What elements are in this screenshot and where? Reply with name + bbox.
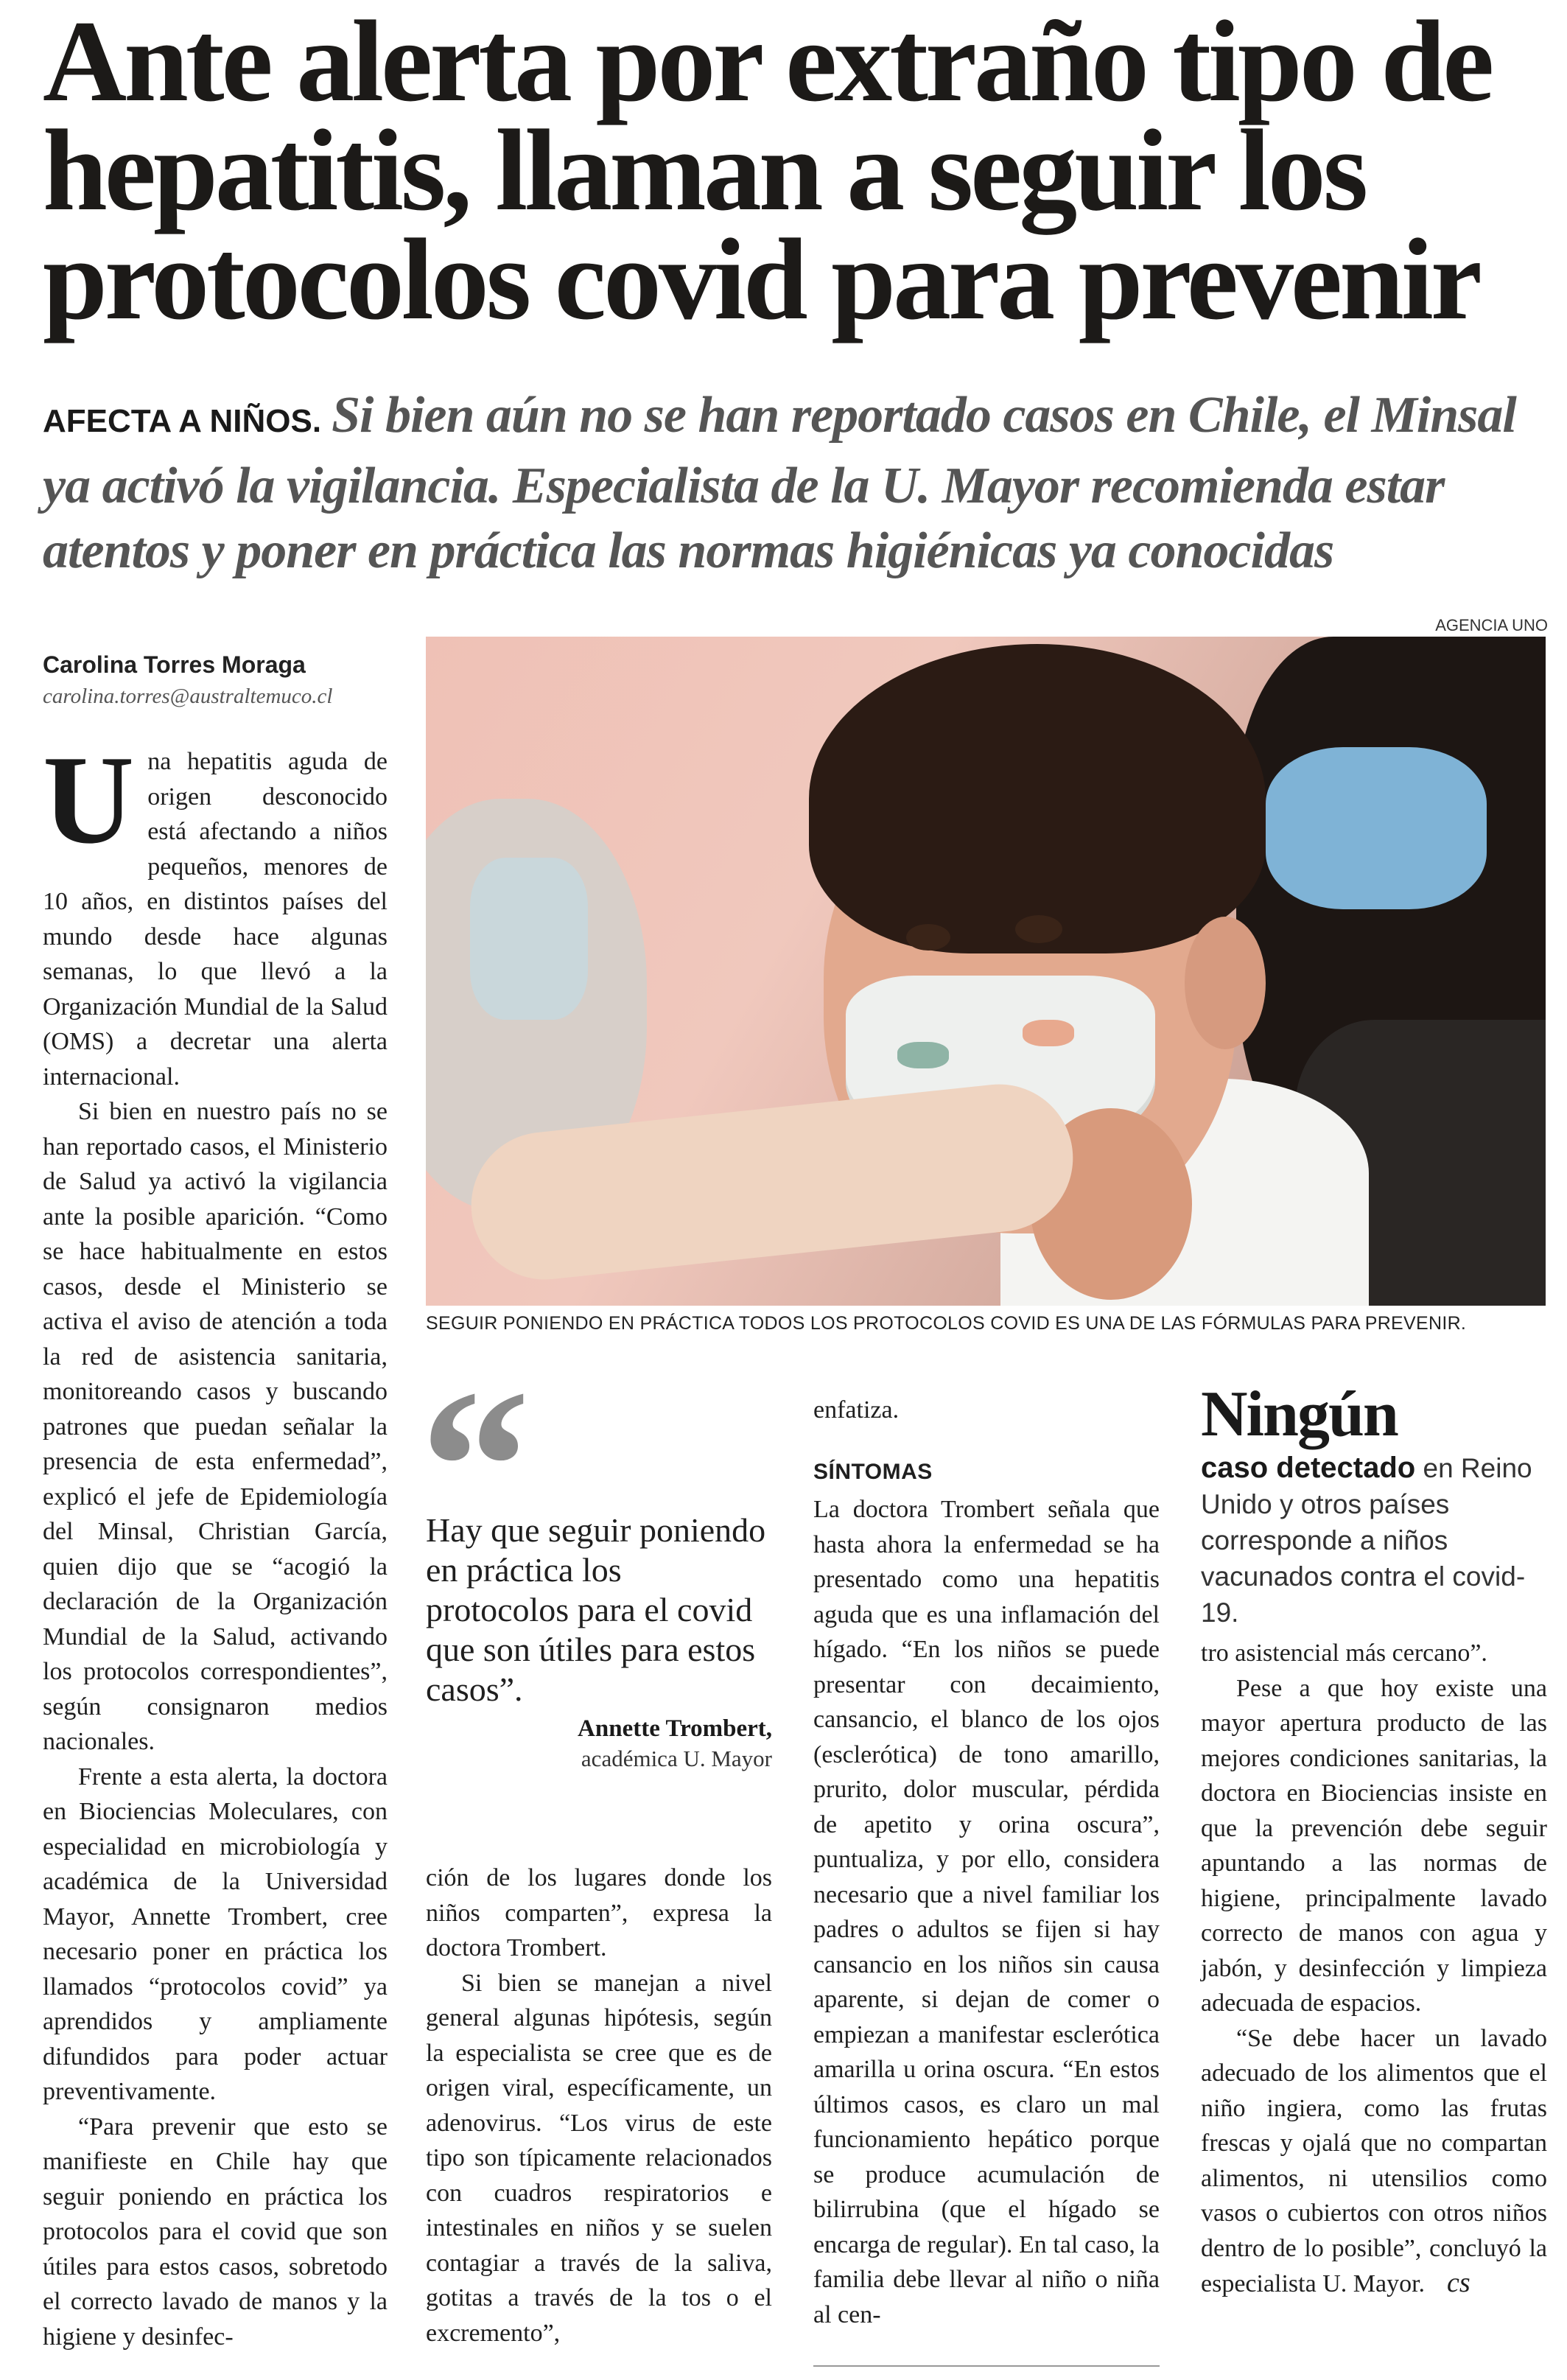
- body-column-3: [813, 1393, 1160, 2332]
- paragraph: Pese a que hoy existe una mayor apertura producto de las mejores condiciones sanitarias, la doctora en Biociencias insiste en que la prevención debe seguir apuntando a las normas de higiene, principalmente lavado correcto de manos con agua y jabón, y desinfección y limpieza adecuada de espacios.: [1201, 1674, 1547, 2017]
- paragraph: na hepatitis aguda de origen desconocido está afectando a niños pequeños, menores de 10 años, en distintos países del mundo desde hace algunas semanas, lo que llevó a la Organización Mundial de la Salud (OMS) a decretar una alerta internacional.: [43, 748, 388, 1091]
- end-mark: cs: [1447, 2267, 1470, 2298]
- photo-child-eye-right: [1015, 915, 1062, 943]
- paragraph: enfatiza.: [813, 1396, 900, 1424]
- byline-author: Carolina Torres Moraga: [43, 651, 306, 678]
- headline: Ante alerta por extraño tipo de hepatitis, llaman a seguir los protocolos covid para prevenir: [43, 0, 1492, 344]
- paragraph: [1201, 2021, 1547, 2302]
- deck: [43, 383, 1546, 584]
- fact-box-text: [1201, 1450, 1547, 1631]
- photo-child-eye-left: [906, 924, 950, 951]
- paragraph: ción de los lugares donde los niños comparten”, expresa la doctora Trombert.: [426, 1864, 772, 1961]
- photo-child-hair: [809, 644, 1266, 953]
- fact-box: [1201, 1379, 1547, 1631]
- body-column-2: [426, 1861, 772, 2351]
- photo-caption: SEGUIR PONIENDO EN PRÁCTICA TODOS LOS PROTOCOLOS COVID ES UNA DE LAS FÓRMULAS PARA PREVENIR.: [426, 1313, 1467, 1334]
- mask-pattern: [897, 1042, 949, 1068]
- pull-quote-text: Hay que seguir poniendo en práctica los protocolos para el covid que son útiles para estos casos”.: [426, 1511, 766, 1708]
- mask-pattern: [1023, 1020, 1074, 1046]
- body-column-4: [1201, 1636, 1547, 2302]
- section-subhead: SÍNTOMAS: [813, 1459, 933, 1484]
- deck-kicker: AFECTA A NIÑOS.: [43, 403, 322, 439]
- pull-quote-role: académica U. Mayor: [581, 1746, 772, 1771]
- body-column-1: [43, 730, 388, 2354]
- paragraph: “Para prevenir que esto se manifieste en Chile hay que seguir poniendo en práctica los protocolos para el covid que son útiles para estos casos, sobretodo el correcto lavado de manos y la higiene y desinfec-: [43, 2113, 388, 2351]
- paragraph-text: “Se debe hacer un lavado adecuado de los alimentos que el niño ingiera, como las frutas frescas y ojalá que no compartan alimentos, ni utensilios como vasos o cubiertos con otros niños dentro de lo posible”, concluyó la especialista U. Mayor.: [1201, 2024, 1547, 2297]
- photo-nurse-mask: [1266, 747, 1487, 909]
- paragraph: Si bien se manejan a nivel general algunas hipótesis, según la especialista se cree que es de origen viral, específicamente, un adenovirus. “Los virus de este tipo son típicamente relacionados con cuadros respiratorios e intestinales en niños y se suelen contagiar a través de la saliva, gotitas a través de la tos o el excremento”,: [426, 1969, 772, 2347]
- photo-credit: AGENCIA UNO: [1435, 616, 1548, 634]
- photo-child-ear: [1185, 917, 1266, 1049]
- byline: [43, 651, 411, 709]
- pull-quote-author: Annette Trombert,: [578, 1715, 772, 1742]
- article-photo: [426, 637, 1546, 1306]
- column-rule: [813, 2365, 1160, 2367]
- paragraph: tro asistencial más cercano”.: [1201, 1639, 1487, 1667]
- paragraph: Frente a esta alerta, la doctora en Biociencias Moleculares, con especialidad en microbiología y académica de la Universidad Mayor, Annette Trombert, cree necesario poner en práctica los llamados “protocolos covid” ya aprendidos y ampliamente difundidos para poder actuar preventivamente.: [43, 1763, 388, 2105]
- paragraph: Si bien en nuestro país no se han reportado casos, el Ministerio de Salud ya activó la vigilancia ante la posible aparición. “Como se hace habitualmente en estos casos, desde el Ministerio se activa el aviso de atención a toda la red de asistencia sanitaria, monitoreando casos y buscando patrones que puedan señalar la presencia de esta enfermedad”, explicó el jefe de Epidemiología del Minsal, Christian García, quien dijo que se “acogió la declaración de la Organización Mundial de la Salud, activando los protocolos correspondientes”, según consignaron medios nacionales.: [43, 1098, 388, 1755]
- paragraph: La doctora Trombert señala que hasta ahora la enfermedad se ha presentado como una hepatitis aguda que es una inflamación del hígado. “En los niños se puede presentar con decaimiento, cansancio, el blanco de los ojos (esclerótica) de tono amarillo, prurito, dolor muscular, pérdida de apetito y orina oscura”, puntualiza, y por ello, considera necesario que a nivel familiar los padres o adultos se fijen si hay cansancio en los niños sin causa aparente, si dejan de comer o empiezan a manifestar esclerótica amarilla u orina oscura. “En estos últimos casos, es claro un mal funcionamiento hepático porque se produce acumulación de bilirrubina (que el hígado se encarga de regular). En tal caso, la familia debe llevar al niño o niña al cen-: [813, 1496, 1160, 2328]
- fact-box-rest: en Reino Unido y otros países corresponde a niños vacunados contra el covid-19.: [1201, 1453, 1532, 1628]
- pull-quote: [426, 1385, 772, 1772]
- photo-background-mask: [470, 858, 588, 1020]
- fact-box-headline: Ningún: [1201, 1379, 1398, 1450]
- fact-box-bold: caso detectado: [1201, 1452, 1416, 1484]
- deck-text: Si bien aún no se han reportado casos en Chile, el Minsal ya activó la vigilancia. Especialista de la U. Mayor recomienda estar atentos y poner en práctica las normas higiénicas ya conocidas: [43, 387, 1516, 579]
- drop-cap: U: [43, 730, 135, 870]
- quote-mark-icon: [420, 1385, 772, 1503]
- byline-email: carolina.torres@australtemuco.cl: [43, 685, 333, 708]
